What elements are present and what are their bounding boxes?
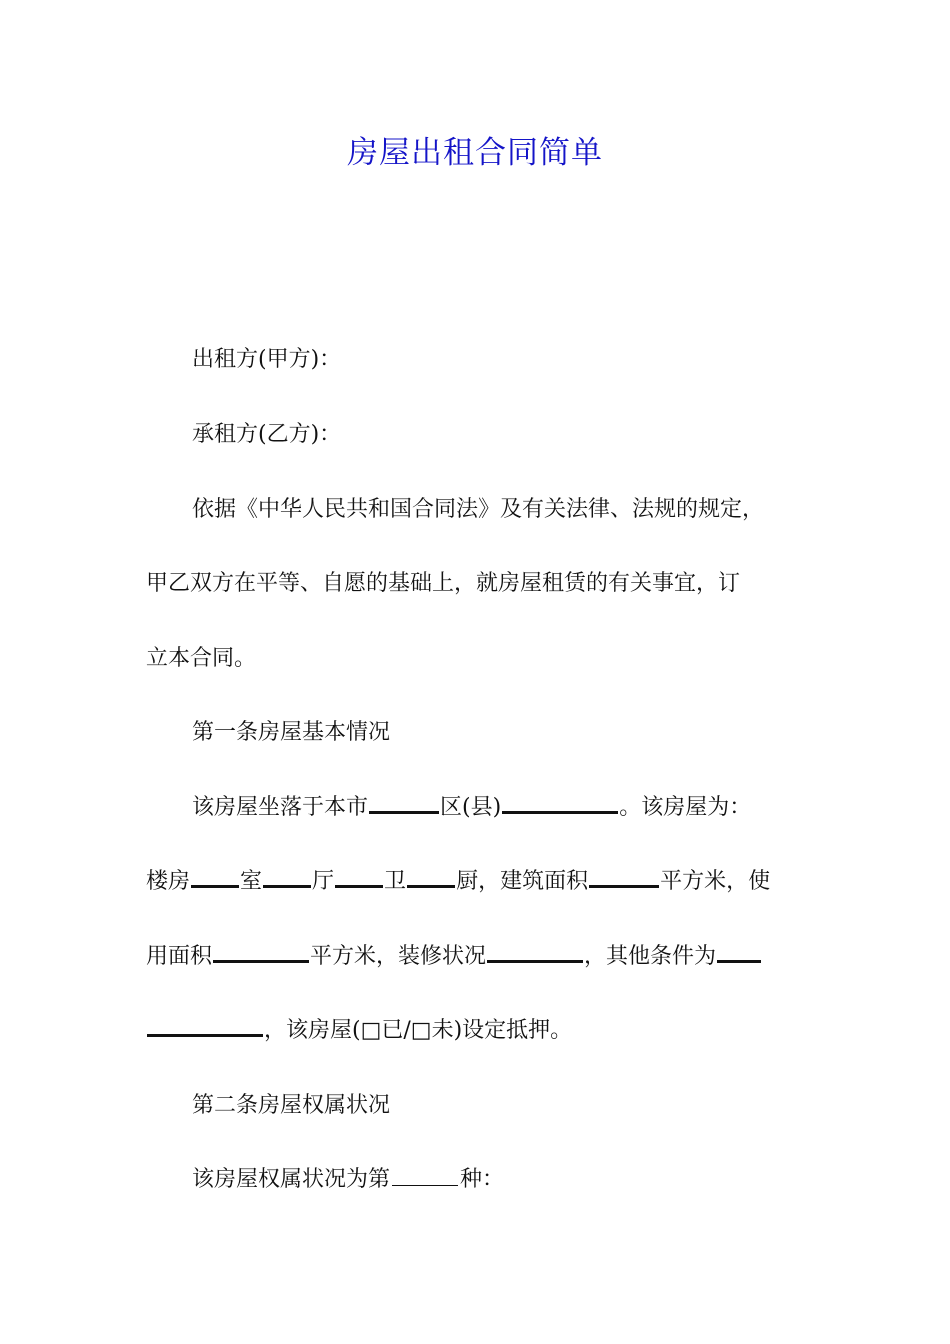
city-blank[interactable] xyxy=(369,791,439,814)
location-text: 该房屋坐落于本市 xyxy=(192,795,369,820)
district-text: 区(县) xyxy=(440,795,502,820)
article-2-paragraph-line-1 xyxy=(192,1163,826,1197)
article-1-paragraph-line-4 xyxy=(146,1014,826,1048)
usable-area-blank[interactable] xyxy=(213,940,309,963)
article-1-paragraph-line-1 xyxy=(192,791,826,825)
preamble-line-2: 甲乙双方在平等、自愿的基础上，就房屋租赁的有关事宜，订 xyxy=(146,571,741,596)
rooms-blank[interactable] xyxy=(191,865,239,888)
preamble-line-3: 立本合同。 xyxy=(146,646,257,671)
other-conditions-text: ，其他条件为 xyxy=(584,944,717,969)
halls-blank[interactable] xyxy=(263,865,311,888)
decoration-text: 平方米，装修状况 xyxy=(310,944,487,969)
sqm-text: 平方米，使 xyxy=(660,869,771,894)
bathroom-text: 卫 xyxy=(384,869,407,894)
preamble-line-1: 依据《中华人民共和国合同法》及有关法律、法规的规定， xyxy=(192,497,765,522)
article-1-heading: 第一条房屋基本情况 xyxy=(192,720,391,745)
ownership-type-blank[interactable] xyxy=(392,1165,458,1186)
document-title: 房屋出租合同简单 xyxy=(347,135,603,171)
article-2-heading: 第二条房屋权属状况 xyxy=(192,1093,391,1118)
bathrooms-blank[interactable] xyxy=(335,865,383,888)
room-text: 室 xyxy=(240,869,263,894)
type-text: 种： xyxy=(460,1167,505,1192)
decoration-blank[interactable] xyxy=(487,940,583,963)
usable-area-text: 用面积 xyxy=(146,944,213,969)
kitchens-blank[interactable] xyxy=(407,865,455,888)
other-conditions-blank-start[interactable] xyxy=(717,940,761,963)
mortgage-text: ，该房屋(□已/□未)设定抵押。 xyxy=(264,1018,573,1043)
building-text: 楼房 xyxy=(146,869,191,894)
hall-text: 厅 xyxy=(312,869,335,894)
other-conditions-blank-end[interactable] xyxy=(147,1014,263,1037)
house-type-text: 。该房屋为： xyxy=(619,795,752,820)
building-area-blank[interactable] xyxy=(589,865,659,888)
article-1-paragraph-line-2 xyxy=(146,865,826,899)
lessee-label: 承租方(乙方)： xyxy=(192,422,342,447)
article-1-paragraph-line-3 xyxy=(146,940,826,974)
district-blank[interactable] xyxy=(502,791,618,814)
lessor-label: 出租方(甲方)： xyxy=(192,347,342,372)
kitchen-area-text: 厨，建筑面积 xyxy=(456,869,589,894)
ownership-text: 该房屋权属状况为第 xyxy=(192,1167,391,1192)
